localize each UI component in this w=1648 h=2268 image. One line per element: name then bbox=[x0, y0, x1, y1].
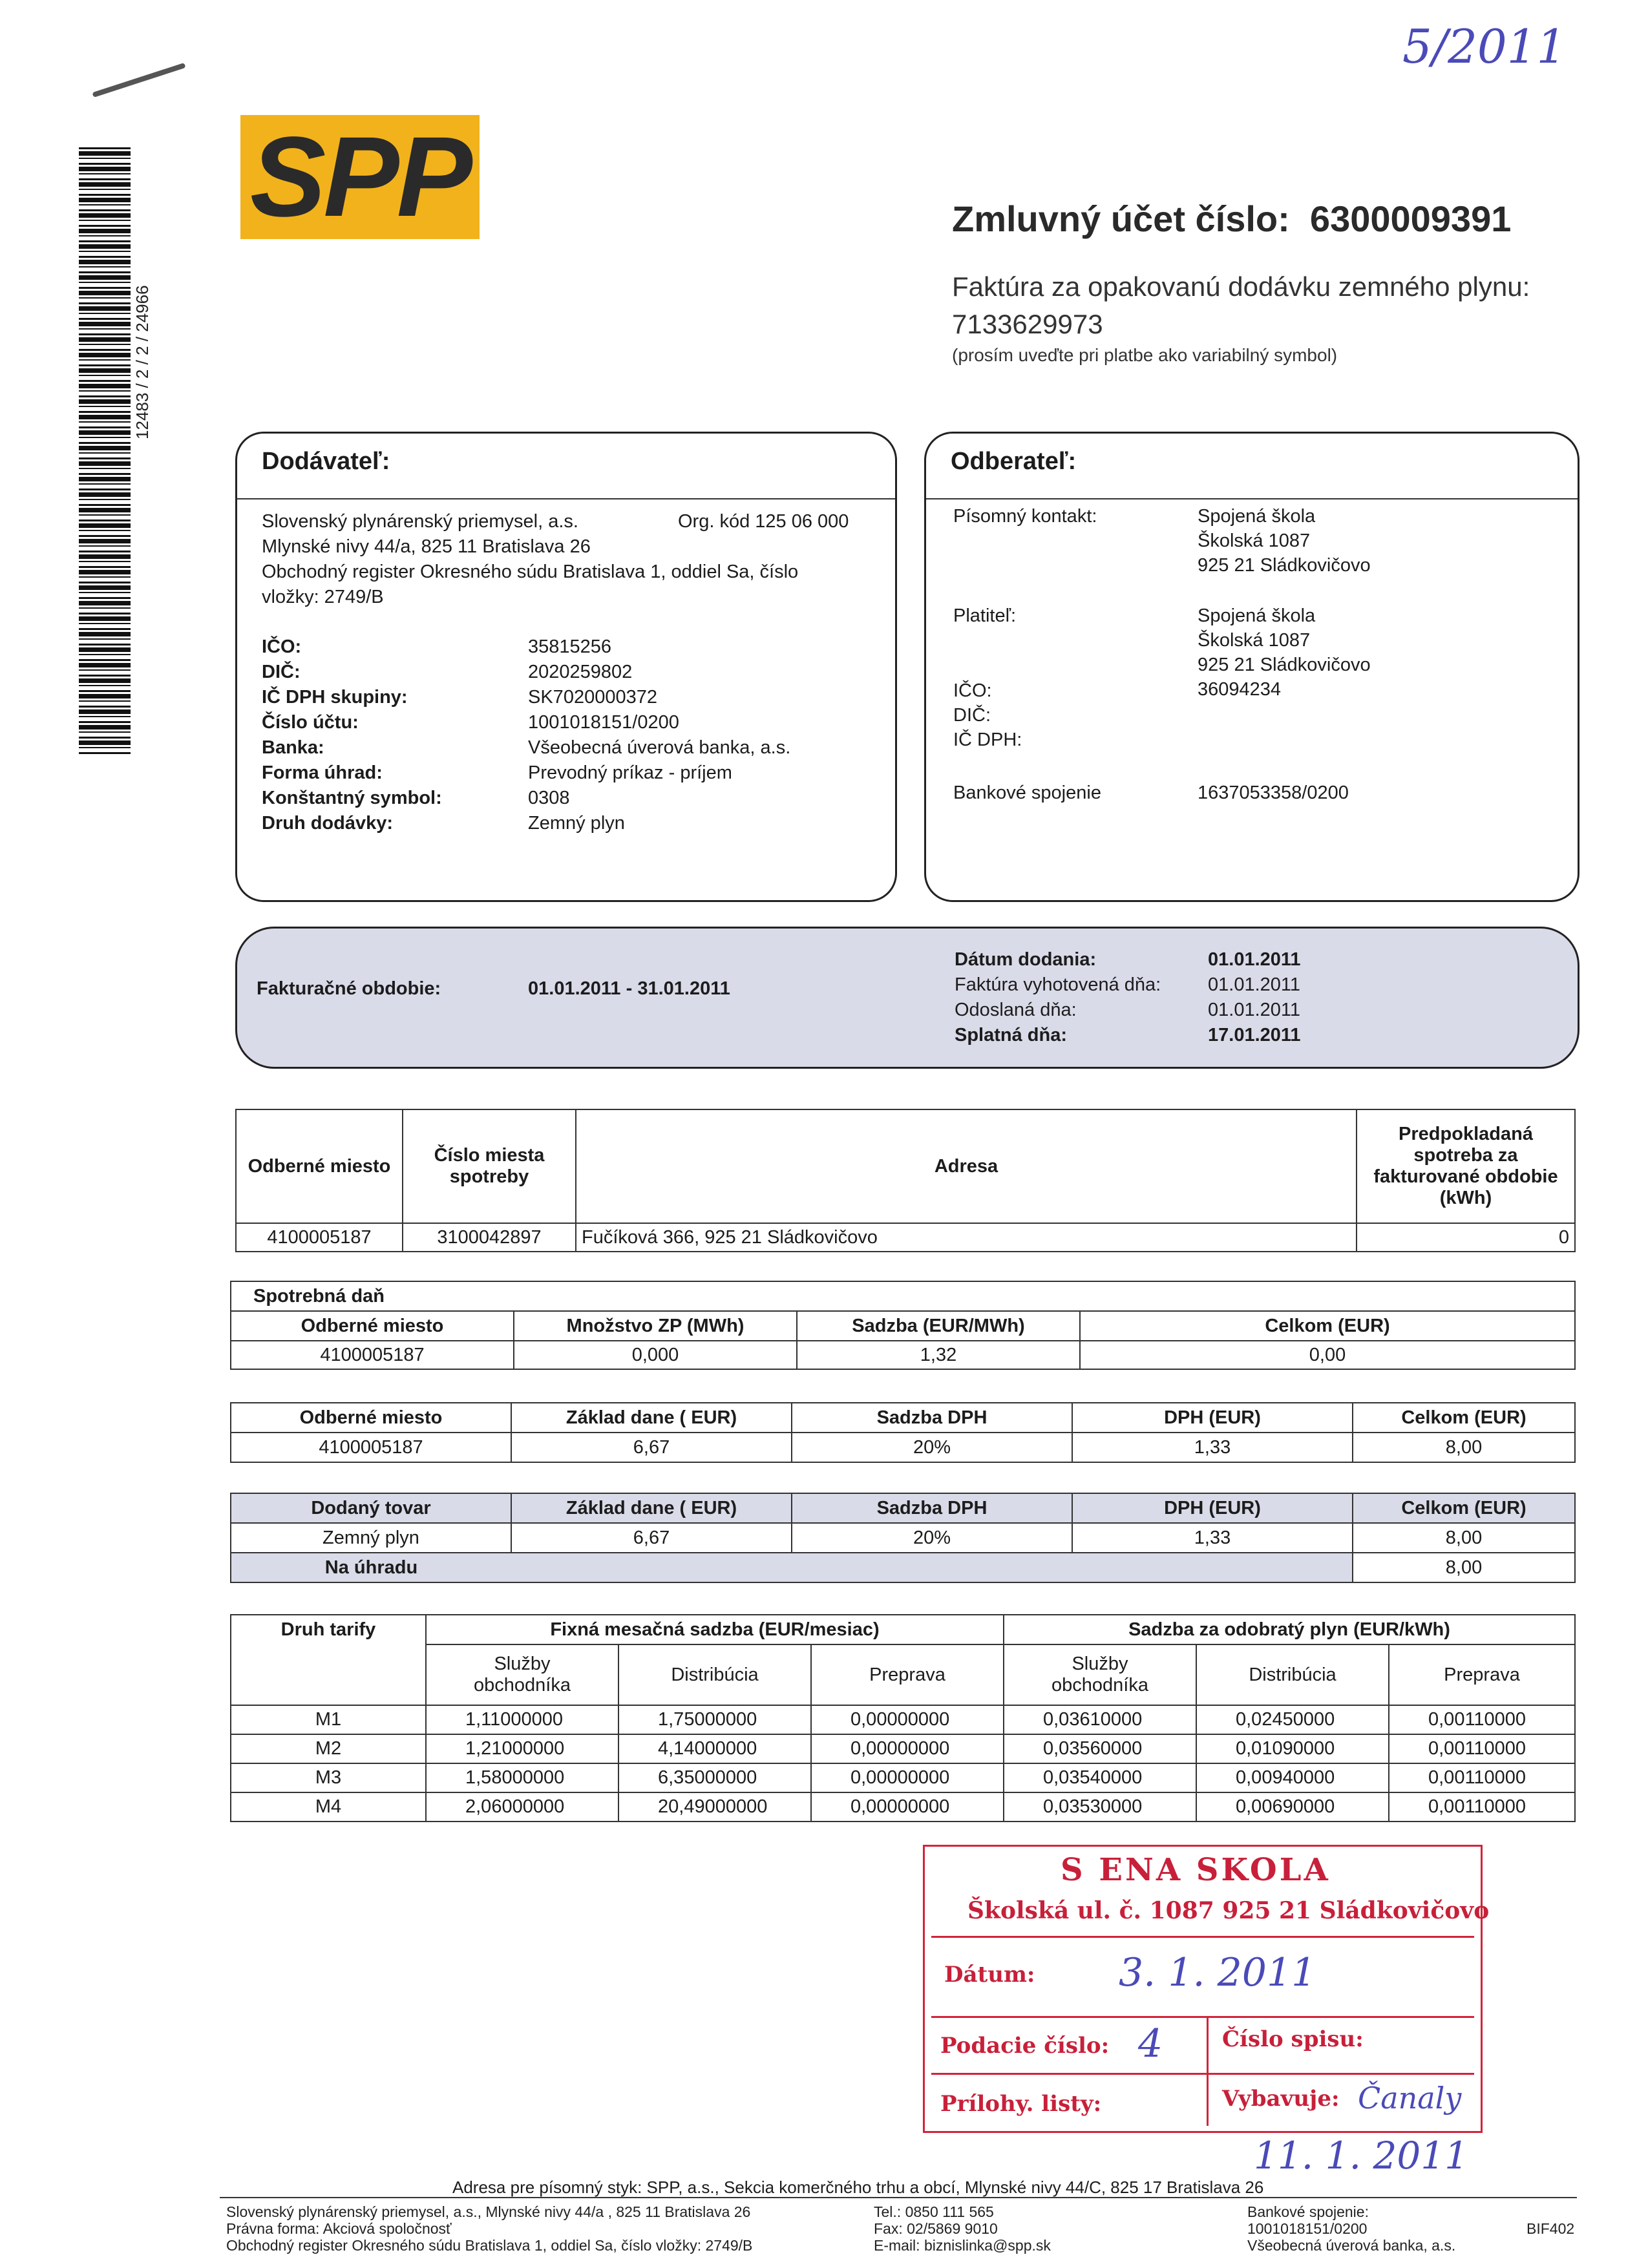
footer-divider bbox=[220, 2197, 1577, 2198]
column-group-header: Fixná mesačná sadzba (EUR/mesiac) bbox=[426, 1615, 1004, 1644]
column-header: Základ dane ( EUR) bbox=[511, 1403, 792, 1433]
cell: 20% bbox=[792, 1433, 1072, 1462]
table-row bbox=[231, 1433, 1575, 1462]
bank-label: Bankové spojenie bbox=[953, 782, 1101, 803]
column-header bbox=[1357, 1109, 1575, 1223]
due-date-label: Splatná dňa: bbox=[955, 1025, 1068, 1045]
column-header: Odberné miesto bbox=[231, 1403, 511, 1433]
table-row bbox=[236, 1223, 1575, 1252]
column-header: DPH (EUR) bbox=[1072, 1493, 1353, 1523]
spp-logo bbox=[240, 115, 480, 239]
footer-bank-label: Bankové spojenie: bbox=[1247, 2203, 1369, 2220]
table-row bbox=[231, 1763, 1575, 1792]
invoice-number: 7133629973 bbox=[952, 309, 1103, 339]
table-row bbox=[231, 1705, 1575, 1734]
payer-label: Platiteľ: bbox=[953, 605, 1017, 626]
due-date: 17.01.2011 bbox=[1208, 1025, 1301, 1045]
total-label: Na úhradu bbox=[231, 1553, 511, 1582]
header-line: obchodníka bbox=[1051, 1675, 1148, 1696]
cell: 20% bbox=[792, 1523, 1072, 1553]
stamp-filing-label: Podacie číslo: bbox=[940, 2033, 1110, 2059]
footer-bank-account: 1001018151/0200 bbox=[1247, 2220, 1368, 2237]
cell: 2,06000000 bbox=[426, 1792, 618, 1822]
field-value: 0308 bbox=[528, 788, 570, 808]
cell: 0,00000000 bbox=[811, 1734, 1004, 1763]
ico-label: IČO: bbox=[953, 680, 992, 701]
field-value: Zemný plyn bbox=[528, 813, 625, 834]
cell: 1,21000000 bbox=[426, 1734, 618, 1763]
delivery-date-label: Dátum dodania: bbox=[955, 949, 1097, 970]
stamp-address: Školská ul. č. 1087 925 21 Sládkovičovo bbox=[967, 1897, 1490, 1924]
payer-line: Školská 1087 bbox=[1198, 630, 1311, 651]
cell: 1,11000000 bbox=[426, 1705, 618, 1734]
header-line: fakturované obdobie bbox=[1373, 1166, 1558, 1187]
cell: 0,00690000 bbox=[1196, 1792, 1389, 1822]
registry-stamp bbox=[923, 1845, 1490, 2133]
cell: 4,14000000 bbox=[618, 1734, 811, 1763]
table-row bbox=[231, 1341, 1575, 1369]
period-value: 01.01.2011 - 31.01.2011 bbox=[528, 978, 730, 999]
cell: 0,03560000 bbox=[1004, 1734, 1196, 1763]
footer-phone: Tel.: 0850 111 565 bbox=[874, 2203, 994, 2220]
period-label: Fakturačné obdobie: bbox=[257, 978, 441, 999]
footer-bank-name: Všeobecná úverová banka, a.s. bbox=[1247, 2237, 1456, 2254]
field-label: Konštantný symbol: bbox=[262, 788, 442, 808]
cell: 0,00110000 bbox=[1389, 1734, 1575, 1763]
customer-title: Odberateľ: bbox=[951, 448, 1077, 475]
divider bbox=[237, 498, 895, 499]
footer-register: Obchodný register Okresného súdu Bratislava 1, oddiel Sa, číslo vložky: 2749/B bbox=[226, 2237, 753, 2254]
header-line: (kWh) bbox=[1439, 1188, 1492, 1208]
header-line: Služby bbox=[494, 1654, 551, 1674]
field-label: IČ DPH skupiny: bbox=[262, 687, 408, 708]
cell: 0,00110000 bbox=[1389, 1763, 1575, 1792]
logo-text: SPP bbox=[249, 114, 470, 240]
contact-line: 925 21 Sládkovičovo bbox=[1198, 555, 1371, 576]
cell: Fučíková 366, 925 21 Sládkovičovo bbox=[576, 1223, 1357, 1252]
handwritten-date: 11. 1. 2011 bbox=[1254, 2134, 1469, 2178]
cell: 1,58000000 bbox=[426, 1763, 618, 1792]
divider bbox=[926, 498, 1578, 499]
header-line: spotreba za bbox=[1413, 1145, 1518, 1166]
cell: M1 bbox=[231, 1705, 426, 1734]
consumption-table bbox=[235, 1109, 1576, 1252]
cell: 20,49000000 bbox=[618, 1792, 811, 1822]
stamp-date-value: 3. 1. 2011 bbox=[1119, 1950, 1316, 1995]
cell: M3 bbox=[231, 1763, 426, 1792]
cell: 1,33 bbox=[1072, 1523, 1353, 1553]
cell: 0,03610000 bbox=[1004, 1705, 1196, 1734]
header-line: spotreby bbox=[449, 1166, 529, 1187]
excise-table bbox=[230, 1281, 1576, 1370]
contract-account bbox=[952, 198, 1511, 240]
contact-line: Školská 1087 bbox=[1198, 530, 1311, 551]
cell: 0,00 bbox=[1080, 1341, 1575, 1369]
cell: 0,00110000 bbox=[1389, 1705, 1575, 1734]
table-row bbox=[231, 1734, 1575, 1763]
cell: 0,03530000 bbox=[1004, 1792, 1196, 1822]
cell: M2 bbox=[231, 1734, 426, 1763]
cell: 0,00110000 bbox=[1389, 1792, 1575, 1822]
cell: 8,00 bbox=[1353, 1433, 1575, 1462]
field-value: 2020259802 bbox=[528, 662, 633, 682]
footer-company: Slovenský plynárenský priemysel, a.s., Mlynské nivy 44/a , 825 11 Bratislava 26 bbox=[226, 2203, 751, 2220]
sent-date-label: Odoslaná dňa: bbox=[955, 1000, 1077, 1020]
supplier-org-code: Org. kód 125 06 000 bbox=[678, 511, 849, 532]
postal-address: Adresa pre písomný styk: SPP, a.s., Sekcia komerčného trhu a obcí, Mlynské nivy 44/C, 825 17 Bratislava 26 bbox=[452, 2178, 1264, 2197]
cell: 6,67 bbox=[511, 1433, 792, 1462]
delivery-date: 01.01.2011 bbox=[1208, 949, 1301, 970]
stamp-divider bbox=[1207, 2016, 1209, 2126]
supplier-address: Mlynské nivy 44/a, 825 11 Bratislava 26 bbox=[262, 536, 591, 557]
field-value: 1001018151/0200 bbox=[528, 712, 679, 733]
cell: 0,00000000 bbox=[811, 1705, 1004, 1734]
column-header: Preprava bbox=[811, 1644, 1004, 1705]
dic-label: DIČ: bbox=[953, 705, 991, 726]
column-header bbox=[426, 1644, 618, 1705]
goods-table bbox=[230, 1493, 1576, 1583]
total-row bbox=[231, 1553, 1575, 1582]
excise-title: Spotrebná daň bbox=[231, 1281, 1575, 1311]
stamp-date-label: Dátum: bbox=[944, 1962, 1035, 1988]
payer-ico-value: 36094234 bbox=[1198, 679, 1282, 700]
column-header: Preprava bbox=[1389, 1644, 1575, 1705]
cell: 0,01090000 bbox=[1196, 1734, 1389, 1763]
field-label: IČO: bbox=[262, 636, 302, 657]
supplier-panel bbox=[235, 432, 897, 902]
header-line: Služby bbox=[1072, 1654, 1128, 1674]
barcode bbox=[79, 147, 131, 755]
stamp-org: S ENA SKOLA bbox=[1061, 1852, 1331, 1888]
column-header: Distribúcia bbox=[618, 1644, 811, 1705]
issued-date-label: Faktúra vyhotovená dňa: bbox=[955, 974, 1161, 995]
cell: 8,00 bbox=[1353, 1523, 1575, 1553]
payer-line: 925 21 Sládkovičovo bbox=[1198, 655, 1371, 675]
column-header: Adresa bbox=[576, 1109, 1357, 1223]
stamp-handler-signature: Čanaly bbox=[1358, 2081, 1462, 2116]
footer-email: E-mail: biznislinka@spp.sk bbox=[874, 2237, 1051, 2254]
field-label: Druh dodávky: bbox=[262, 813, 394, 834]
stamp-file-label: Číslo spisu: bbox=[1222, 2026, 1364, 2052]
stamp-attachments-label: Prílohy. listy: bbox=[940, 2091, 1102, 2117]
stamp-filing-value: 4 bbox=[1138, 2021, 1163, 2066]
table-row bbox=[231, 1792, 1575, 1822]
payer-line: Spojená škola bbox=[1198, 605, 1316, 626]
cell: 4100005187 bbox=[236, 1223, 403, 1252]
cell: 6,35000000 bbox=[618, 1763, 811, 1792]
column-header: Celkom (EUR) bbox=[1353, 1403, 1575, 1433]
footer-legal-form: Právna forma: Akciová spoločnosť bbox=[226, 2220, 452, 2237]
tariff-table bbox=[230, 1614, 1576, 1822]
cell: M4 bbox=[231, 1792, 426, 1822]
supplier-name: Slovenský plynárenský priemysel, a.s. bbox=[262, 511, 578, 532]
column-header: Celkom (EUR) bbox=[1080, 1311, 1575, 1341]
bank-value: 1637053358/0200 bbox=[1198, 782, 1349, 803]
account-label: Zmluvný účet číslo: bbox=[952, 198, 1290, 239]
invoice-title: Faktúra za opakovanú dodávku zemného plynu: bbox=[952, 271, 1530, 302]
field-label: DIČ: bbox=[262, 662, 301, 682]
cell: 3100042897 bbox=[403, 1223, 576, 1252]
pen-scribble bbox=[92, 63, 185, 98]
table-row bbox=[231, 1523, 1575, 1553]
stamp-divider bbox=[931, 2073, 1474, 2075]
cell: 0,03540000 bbox=[1004, 1763, 1196, 1792]
vat-table bbox=[230, 1402, 1576, 1463]
supplier-register-cont: vložky: 2749/B bbox=[262, 587, 384, 607]
cell: 0 bbox=[1357, 1223, 1575, 1252]
column-header bbox=[403, 1109, 576, 1223]
column-header: Odberné miesto bbox=[231, 1311, 514, 1341]
handwritten-period-note: 5/2011 bbox=[1402, 19, 1567, 74]
column-header: Sadzba DPH bbox=[792, 1493, 1072, 1523]
column-header: Množstvo ZP (MWh) bbox=[514, 1311, 797, 1341]
barcode-text: 12483 / 2 / 2 / 24966 bbox=[132, 285, 152, 439]
field-value: SK7020000372 bbox=[528, 687, 657, 708]
stamp-divider bbox=[931, 1936, 1474, 1938]
cell: 4100005187 bbox=[231, 1341, 514, 1369]
field-value: Prevodný príkaz - príjem bbox=[528, 762, 732, 783]
header-line: Predpokladaná bbox=[1399, 1124, 1533, 1144]
header-line: Číslo miesta bbox=[434, 1145, 545, 1166]
column-header: Distribúcia bbox=[1196, 1644, 1389, 1705]
cell: 0,000 bbox=[514, 1341, 797, 1369]
billing-period-box bbox=[235, 927, 1579, 1069]
issued-date: 01.01.2011 bbox=[1208, 974, 1300, 995]
supplier-title: Dodávateľ: bbox=[262, 448, 390, 475]
column-header: Odberné miesto bbox=[236, 1109, 403, 1223]
cell: 1,33 bbox=[1072, 1433, 1353, 1462]
column-header: Celkom (EUR) bbox=[1353, 1493, 1575, 1523]
cell: 1,75000000 bbox=[618, 1705, 811, 1734]
stamp-handler-label: Vybavuje: bbox=[1222, 2086, 1340, 2112]
cell: 4100005187 bbox=[231, 1433, 511, 1462]
footer-form-code: BIF402 bbox=[1527, 2220, 1575, 2237]
header-line: obchodníka bbox=[474, 1675, 571, 1696]
field-label: Banka: bbox=[262, 737, 324, 758]
field-value: Všeobecná úverová banka, a.s. bbox=[528, 737, 791, 758]
customer-panel bbox=[924, 432, 1579, 902]
cell: Zemný plyn bbox=[231, 1523, 511, 1553]
column-header: Druh tarify bbox=[231, 1615, 426, 1705]
empty-cell bbox=[511, 1553, 1353, 1582]
cell: 0,00940000 bbox=[1196, 1763, 1389, 1792]
icdph-label: IČ DPH: bbox=[953, 730, 1022, 750]
footer-fax: Fax: 02/5869 9010 bbox=[874, 2220, 998, 2237]
contact-line: Spojená škola bbox=[1198, 506, 1316, 527]
total-value: 8,00 bbox=[1353, 1553, 1575, 1582]
column-header: Sadzba (EUR/MWh) bbox=[797, 1311, 1080, 1341]
column-header: Základ dane ( EUR) bbox=[511, 1493, 792, 1523]
cell: 6,67 bbox=[511, 1523, 792, 1553]
supplier-register: Obchodný register Okresného súdu Bratislava 1, oddiel Sa, číslo bbox=[262, 562, 799, 582]
stamp-divider bbox=[931, 2016, 1474, 2018]
field-label: Číslo účtu: bbox=[262, 712, 359, 733]
cell: 1,32 bbox=[797, 1341, 1080, 1369]
field-value: 35815256 bbox=[528, 636, 612, 657]
cell: 0,00000000 bbox=[811, 1763, 1004, 1792]
invoice-note: (prosím uveďte pri platbe ako variabilný symbol) bbox=[952, 345, 1338, 365]
column-header: Sadzba DPH bbox=[792, 1403, 1072, 1433]
contact-label: Písomný kontakt: bbox=[953, 506, 1097, 527]
column-header: DPH (EUR) bbox=[1072, 1403, 1353, 1433]
cell: 0,00000000 bbox=[811, 1792, 1004, 1822]
column-header: Dodaný tovar bbox=[231, 1493, 511, 1523]
column-group-header: Sadzba za odobratý plyn (EUR/kWh) bbox=[1004, 1615, 1575, 1644]
field-label: Forma úhrad: bbox=[262, 762, 383, 783]
account-number: 6300009391 bbox=[1309, 198, 1512, 239]
sent-date: 01.01.2011 bbox=[1208, 1000, 1300, 1020]
cell: 0,02450000 bbox=[1196, 1705, 1389, 1734]
column-header bbox=[1004, 1644, 1196, 1705]
